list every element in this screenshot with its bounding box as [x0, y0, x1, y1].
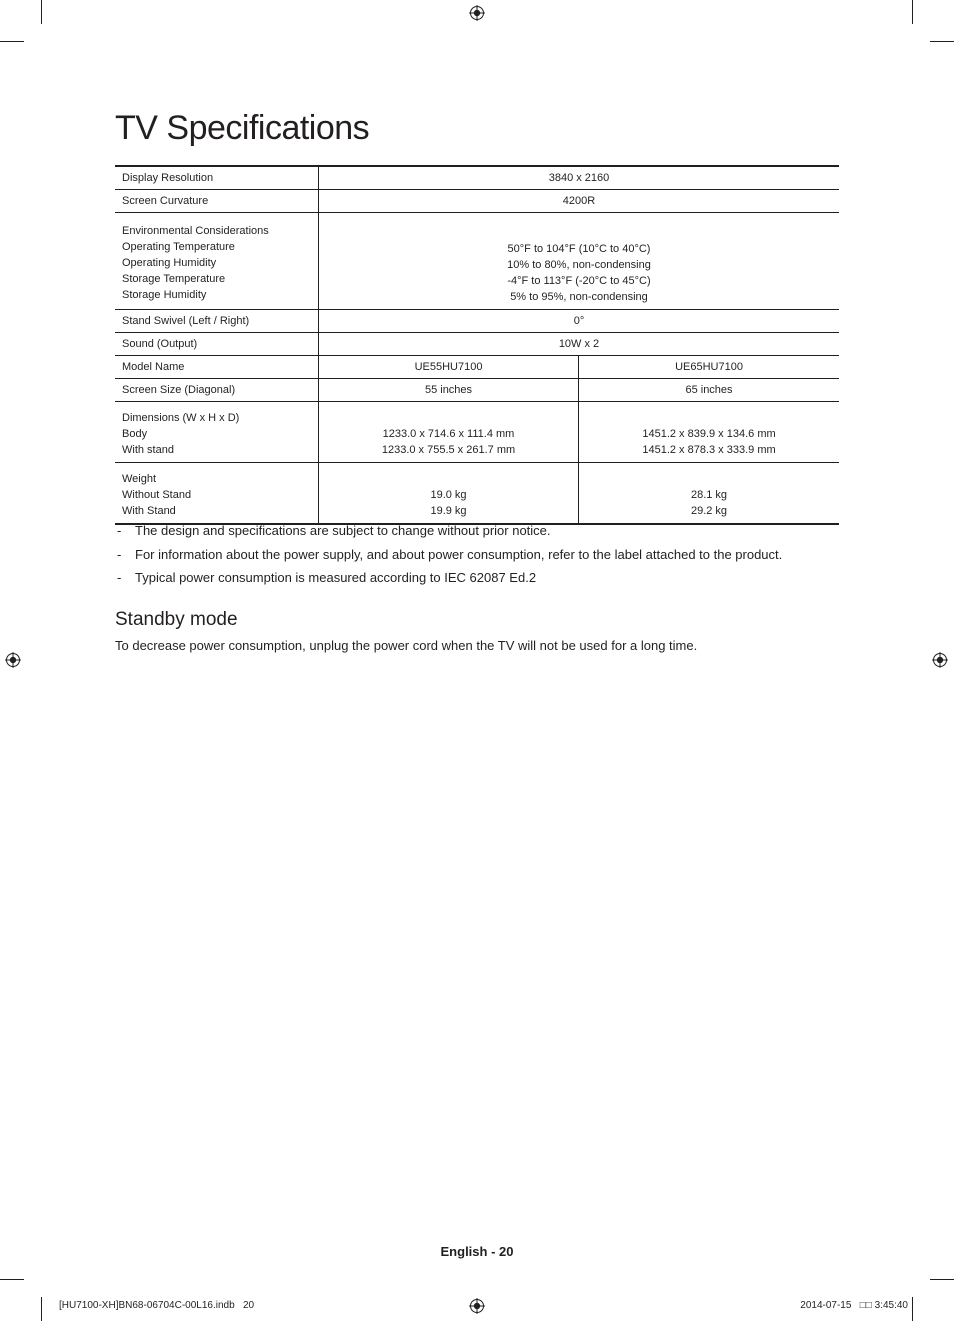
label-line: With Stand	[122, 504, 176, 517]
value-line: -4°F to 113°F (-20°C to 45°C)	[507, 274, 651, 287]
crop-mark	[0, 41, 24, 42]
row-label: Sound (Output)	[115, 332, 319, 355]
label-line: Storage Humidity	[122, 288, 207, 301]
label-line: Storage Temperature	[122, 272, 226, 285]
row-value-model-55: 55 inches	[319, 378, 579, 401]
footer-timestamp: 2014-07-15 □□ 3:45:40	[800, 1300, 908, 1311]
row-label	[115, 462, 319, 524]
row-value-model-65	[579, 462, 840, 524]
value-line: 1233.0 x 755.5 x 261.7 mm	[381, 443, 516, 456]
row-label: Model Name	[115, 355, 319, 378]
note-text: Typical power consumption is measured according to IEC 62087 Ed.2	[135, 570, 537, 585]
row-label	[115, 401, 319, 462]
page-title: TV Specifications	[115, 109, 370, 147]
registration-mark-icon	[469, 5, 485, 21]
label-line: Body	[122, 427, 148, 440]
value-line: 19.0 kg	[430, 488, 467, 501]
row-value: 3840 x 2160	[319, 166, 840, 189]
table-row	[115, 355, 839, 378]
row-value: 10W x 2	[319, 332, 840, 355]
row-label: Stand Swivel (Left / Right)	[115, 309, 319, 332]
registration-mark-icon	[469, 1298, 485, 1314]
row-value	[319, 212, 840, 309]
value-line: 50°F to 104°F (10°C to 40°C)	[507, 242, 651, 255]
table-row	[115, 401, 839, 462]
list-item	[115, 568, 782, 592]
crop-mark	[912, 1297, 913, 1321]
crop-mark	[41, 1297, 42, 1321]
row-value-model-65: UE65HU7100	[579, 355, 840, 378]
value-line: 28.1 kg	[690, 488, 728, 501]
value-line: 29.2 kg	[690, 504, 728, 517]
row-value: 4200R	[319, 189, 840, 212]
label-line: Operating Humidity	[122, 256, 217, 269]
row-label: Screen Size (Diagonal)	[115, 378, 319, 401]
bullet-dash: -	[117, 523, 122, 538]
row-value-model-55	[319, 462, 579, 524]
crop-mark	[41, 0, 42, 24]
value-line: 1451.2 x 878.3 x 333.9 mm	[642, 443, 776, 456]
label-line: Dimensions (W x H x D)	[122, 411, 240, 424]
note-text: The design and specifications are subject to change without prior notice.	[135, 523, 551, 538]
list-item	[115, 521, 782, 545]
crop-mark	[930, 1279, 954, 1280]
value-line: 1233.0 x 714.6 x 111.4 mm	[382, 427, 515, 440]
registration-mark-icon	[5, 652, 21, 668]
label-line: Operating Temperature	[122, 240, 235, 253]
crop-mark	[912, 0, 913, 24]
crop-mark	[0, 1279, 24, 1280]
table-row	[115, 166, 839, 189]
spec-table	[115, 165, 839, 525]
row-label: Screen Curvature	[115, 189, 319, 212]
label-line: Environmental Considerations	[122, 224, 269, 237]
table-row	[115, 189, 839, 212]
crop-mark	[930, 41, 954, 42]
table-row	[115, 462, 839, 524]
label-line: Without Stand	[122, 488, 192, 501]
table-row	[115, 212, 839, 309]
table-row	[115, 309, 839, 332]
section-heading: Standby mode	[115, 609, 238, 630]
row-value: 0°	[319, 309, 840, 332]
value-line: 10% to 80%, non-condensing	[507, 258, 651, 271]
table-row	[115, 378, 839, 401]
footer-file: [HU7100-XH]BN68-06704C-00L16.indb 20	[59, 1300, 255, 1311]
value-line: 1451.2 x 839.9 x 134.6 mm	[642, 427, 776, 440]
row-label: Display Resolution	[115, 166, 319, 189]
registration-mark-icon	[932, 652, 948, 668]
row-value-model-65: 65 inches	[579, 378, 840, 401]
notes-list	[115, 521, 782, 592]
table-row	[115, 332, 839, 355]
page-number: English - 20	[440, 1244, 514, 1259]
note-text: For information about the power supply, and about power consumption, refer to the label attached to the product.	[135, 546, 783, 562]
row-value-model-55	[319, 401, 579, 462]
value-line: 19.9 kg	[430, 504, 467, 517]
value-line: 5% to 95%, non-condensing	[510, 290, 648, 303]
label-line: Weight	[122, 472, 157, 485]
list-item	[115, 545, 782, 569]
row-value-model-65	[579, 401, 840, 462]
label-line: With stand	[122, 443, 174, 456]
section-text: To decrease power consumption, unplug the power cord when the TV will not be used for a long time.	[115, 638, 698, 653]
row-value-model-55: UE55HU7100	[319, 355, 579, 378]
bullet-dash: -	[117, 570, 122, 585]
bullet-dash: -	[117, 546, 122, 562]
row-label	[115, 212, 319, 309]
